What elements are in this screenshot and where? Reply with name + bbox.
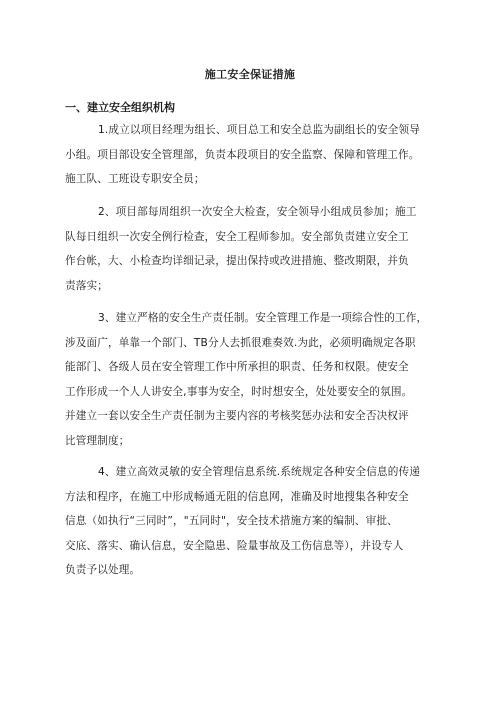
paragraph-line: 责落实； <box>65 279 108 292</box>
paragraph-line: 信息（如执行“三同时”，"五同时"，安全技术措施方案的编制、审批、 <box>65 515 398 527</box>
paragraph-line: 1.成立以项目经理为组长、项目总工和安全总监为副组长的安全领导 <box>98 124 420 136</box>
paragraph-line: 3、建立严格的安全生产责任制。安全管理工作是一项综合性的工作， <box>98 312 428 324</box>
section-heading: 一、建立安全组织机构 <box>65 101 175 114</box>
paragraph-line: 能部门、各级人员在安全管理工作中所承担的职责、任务和权限。使安全 <box>65 361 409 373</box>
paragraph-line: 涉及面广，单靠一个部门、TB分人去抓很难奏效.为此，必须明确规定各职 <box>65 336 416 349</box>
paragraph-3 <box>65 306 440 453</box>
paragraph-line: 小组。项目部设安全管理部，负责本段项目的安全监察、保障和管理工作。 <box>65 148 420 161</box>
paragraph-line: 负责予以处理。 <box>65 564 141 576</box>
paragraph-1 <box>65 118 440 192</box>
paragraph-line: 工作形成一个人人讲安全,事事为安全，时时想安全，处处要安全的氛围。 <box>65 385 413 398</box>
paragraph-line: 队每日组织一次安全例行检查，安全工程师参加。安全部负责建立安全工 <box>65 230 409 243</box>
paragraph-line: 方法和程序，在施工中形成畅通无阻的信息网，准确及时地搜集各种安全 <box>65 490 409 503</box>
paragraph-line: 并建立一套以安全生产责任制为主要内容的考核奖惩办法和安全否决权评 <box>65 410 409 422</box>
paragraph-4 <box>65 460 440 583</box>
paragraph-line: 比管理制度； <box>65 434 130 447</box>
paragraph-line: 2、项目部每周组织一次安全大检查，安全领导小组成员参加；施工 <box>98 206 417 218</box>
document-title: 施工安全保证措施 <box>204 68 296 81</box>
paragraph-line: 4、建立高效灵敏的安全管理信息系统.系统规定各种安全信息的传递 <box>98 466 420 478</box>
paragraph-line: 施工队、工班设专职安全员； <box>65 173 205 185</box>
paragraph-2 <box>65 200 440 298</box>
paragraph-line: 作台帐，大、小检查均详细记录，提出保持或改进措施、整改期限，并负 <box>65 255 409 267</box>
paragraph-line: 交底、落实、确认信息，安全隐患、险量事故及工伤信息等），并设专人 <box>65 539 404 552</box>
